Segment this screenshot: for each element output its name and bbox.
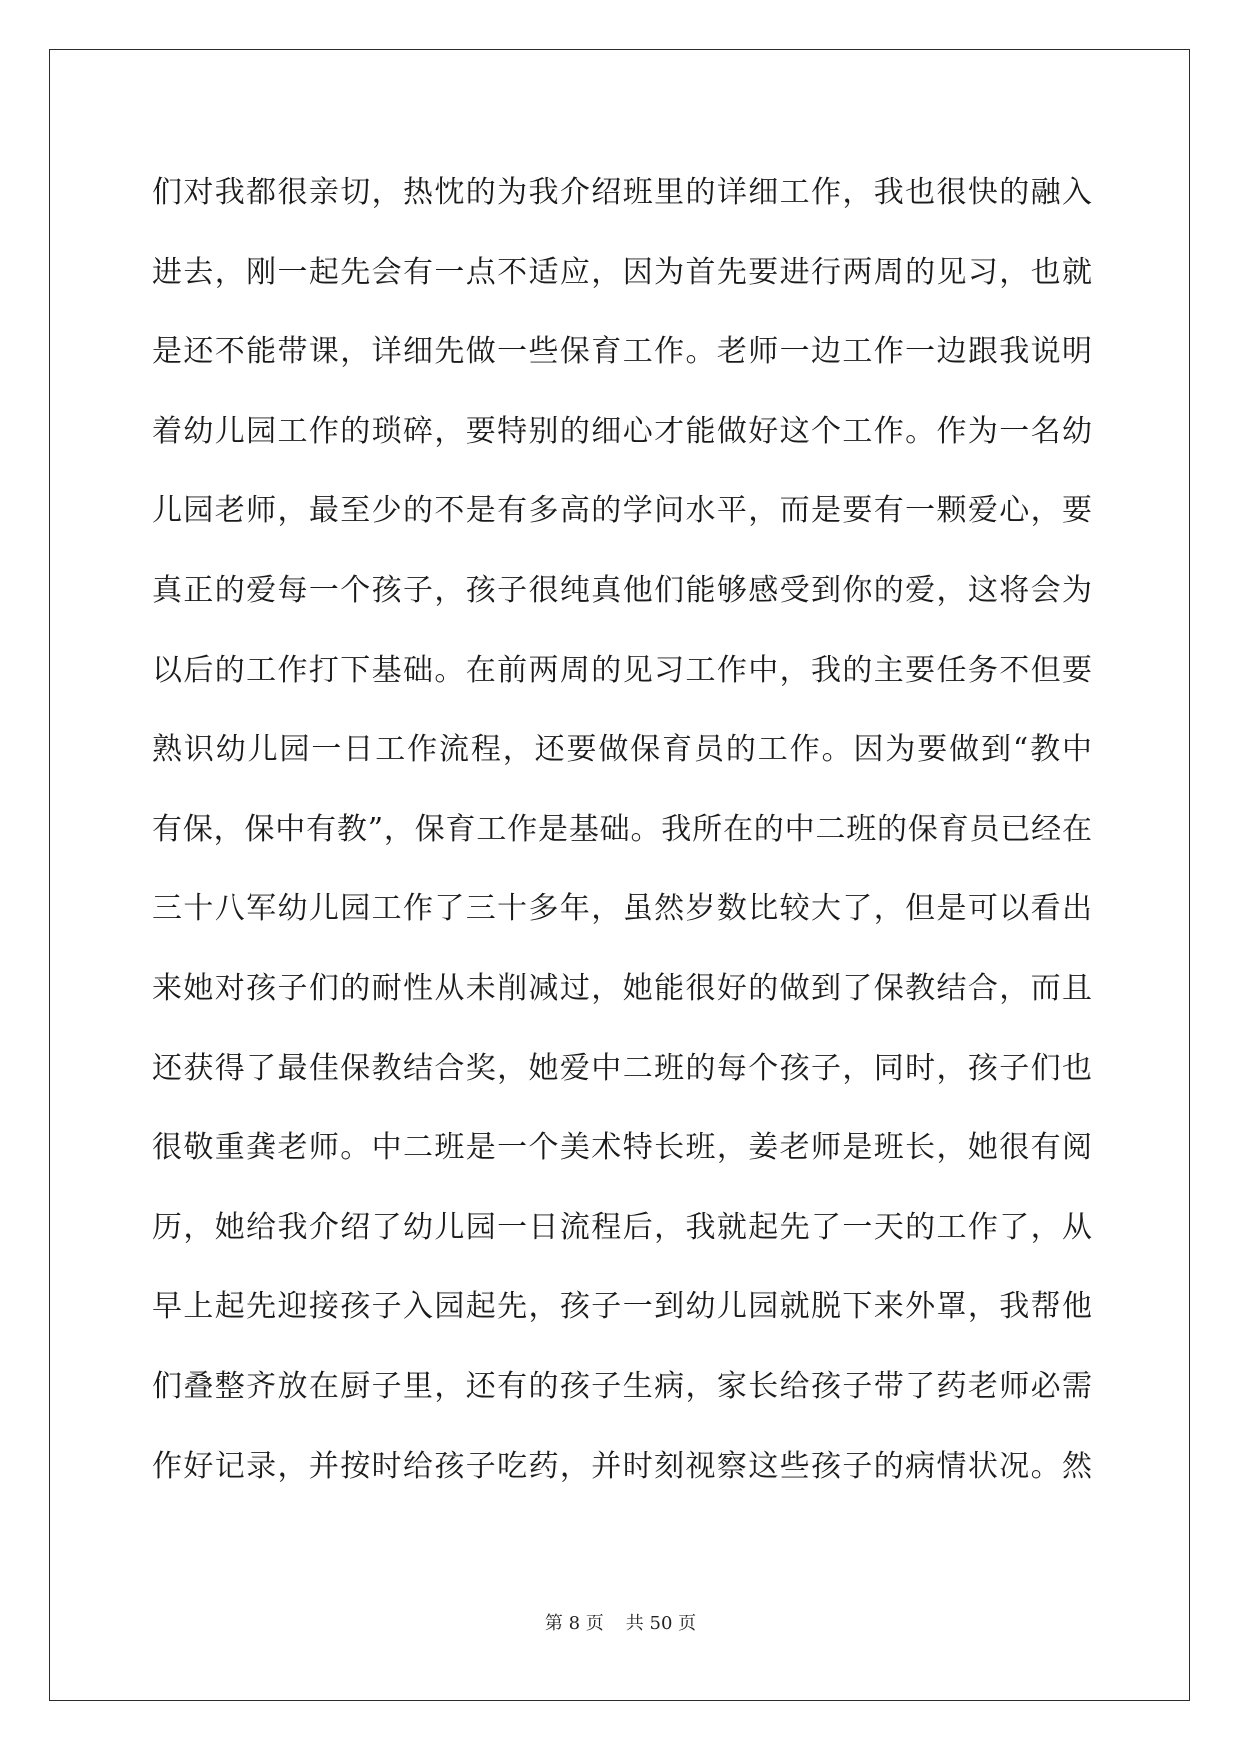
- text-line: 有保，保中有教”，保育工作是基础。我所在的中二班的保育员已经在: [152, 811, 1092, 847]
- text-line: 来她对孩子们的耐性从未削减过，她能很好的做到了保教结合，而且: [152, 970, 1092, 1006]
- page-footer: [0, 1612, 1241, 1636]
- text-line: 还获得了最佳保教结合奖，她爱中二班的每个孩子，同时，孩子们也: [152, 1050, 1092, 1086]
- document-body: [152, 153, 1092, 1506]
- text-line: 真正的爱每一个孩子，孩子很纯真他们能够感受到你的爱，这将会为: [152, 572, 1092, 608]
- text-line: 们对我都很亲切，热忱的为我介绍班里的详细工作，我也很快的融入: [152, 175, 1092, 210]
- text-line: 历，她给我介绍了幼儿园一日流程后，我就起先了一天的工作了，从: [152, 1209, 1092, 1245]
- text-line: 作好记录，并按时给孩子吃药，并时刻视察这些孩子的病情状况。然: [152, 1448, 1092, 1484]
- page-total: 共 50 页: [625, 1613, 697, 1634]
- text-line: 熟识幼儿园一日工作流程，还要做保育员的工作。因为要做到“教中: [152, 732, 1092, 768]
- text-line: 三十八军幼儿园工作了三十多年，虽然岁数比较大了，但是可以看出: [152, 891, 1092, 927]
- text-line: 进去，刚一起先会有一点不适应，因为首先要进行两周的见习，也就: [152, 254, 1092, 290]
- text-line: 着幼儿园工作的琐碎，要特别的细心才能做好这个工作。作为一名幼: [152, 413, 1092, 449]
- page-number: 第 8 页: [544, 1613, 604, 1634]
- text-line: 早上起先迎接孩子入园起先，孩子一到幼儿园就脱下来外罩，我帮他: [152, 1289, 1092, 1325]
- text-line: 是还不能带课，详细先做一些保育工作。老师一边工作一边跟我说明: [152, 334, 1092, 370]
- text-line: 以后的工作打下基础。在前两周的见习工作中，我的主要任务不但要: [152, 652, 1092, 688]
- text-line: 们叠整齐放在厨子里，还有的孩子生病，家长给孩子带了药老师必需: [152, 1368, 1092, 1404]
- text-line: 很敬重龚老师。中二班是一个美术特长班，姜老师是班长，她很有阅: [152, 1130, 1092, 1166]
- text-line: 儿园老师，最至少的不是有多高的学问水平，而是要有一颗爱心，要: [152, 493, 1092, 529]
